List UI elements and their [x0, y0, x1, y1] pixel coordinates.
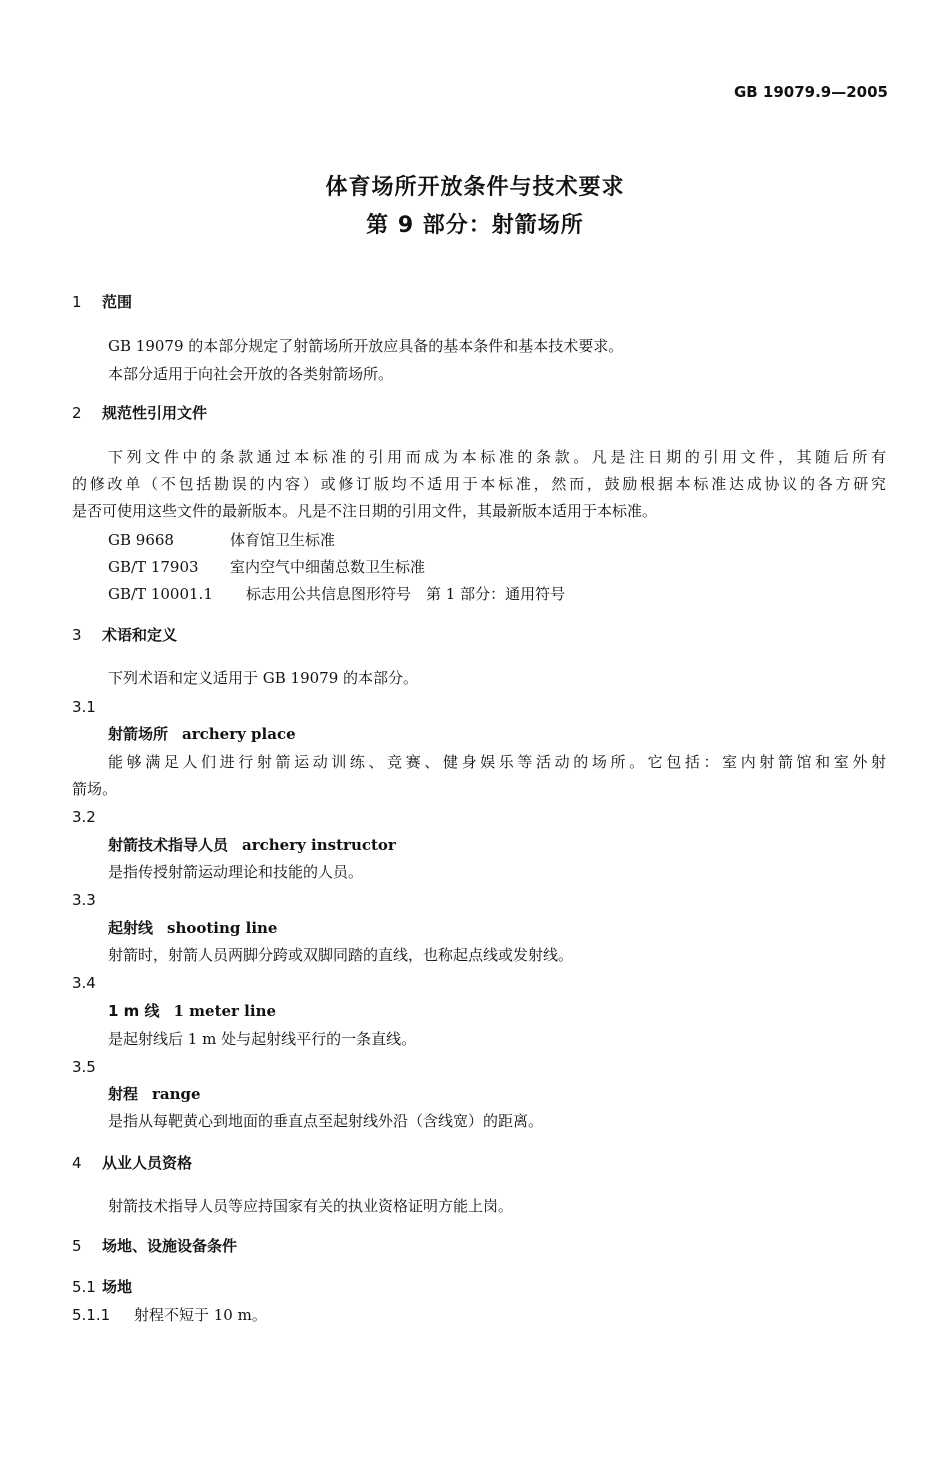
document-subtitle: 第 9 部分：射箭场所	[366, 213, 584, 238]
section-title: 从业人员资格	[102, 1154, 193, 1172]
term-definition: 能够满足人们进行射箭运动训练、竞赛、健身娱乐等活动的场所。它包括：室内射箭馆和室外射	[108, 753, 886, 771]
term-chinese: 1 m 线	[108, 1002, 160, 1020]
section-number: 4	[72, 1154, 82, 1172]
term-definition: 是起射线后 1 m 处与起射线平行的一条直线。	[108, 1030, 417, 1048]
term-heading	[108, 1084, 201, 1104]
term-english: shooting line	[167, 919, 278, 937]
section-title: 规范性引用文件	[102, 404, 208, 422]
reference-code: GB 9668	[108, 531, 174, 549]
term-english: archery place	[182, 725, 296, 743]
term-heading	[108, 1001, 276, 1021]
subsection-title: 场地	[102, 1278, 133, 1296]
reference-title: 体育馆卫生标准	[230, 531, 336, 549]
section-3-heading	[72, 625, 177, 645]
section-1-heading	[72, 292, 132, 312]
term-number: 3.4	[72, 974, 96, 992]
subsection-number: 5.1	[72, 1278, 96, 1296]
term-english: archery instructor	[242, 836, 396, 854]
term-number: 3.3	[72, 891, 96, 909]
paragraph-line: 是否可使用这些文件的最新版本。凡是不注日期的引用文件，其最新版本适用于本标准。	[72, 502, 658, 520]
clause-number: 5.1.1	[72, 1306, 111, 1324]
reference-code: GB/T 17903	[108, 558, 199, 576]
standard-code: GB 19079.9—2005	[733, 83, 888, 101]
reference-code: GB/T 10001.1	[108, 585, 213, 603]
paragraph: GB 19079 的本部分规定了射箭场所开放应具备的基本条件和基本技术要求。	[108, 337, 624, 355]
term-number: 3.1	[72, 698, 96, 716]
section-number: 1	[72, 293, 82, 311]
section-number: 3	[72, 626, 82, 644]
term-definition: 是指从每靶黄心到地面的垂直点至起射线外沿（含线宽）的距离。	[108, 1112, 544, 1130]
term-english: range	[152, 1085, 201, 1103]
term-heading	[108, 724, 296, 744]
section-number: 2	[72, 404, 82, 422]
reference-title: 标志用公共信息图形符号 第 1 部分：通用符号	[246, 585, 566, 603]
section-title: 范围	[102, 293, 133, 311]
clause-text: 射程不短于 10 m。	[134, 1306, 267, 1324]
term-chinese: 起射线	[108, 919, 154, 937]
section-title: 术语和定义	[102, 626, 178, 644]
paragraph: 下列术语和定义适用于 GB 19079 的本部分。	[108, 669, 419, 687]
paragraph-line: 下列文件中的条款通过本标准的引用而成为本标准的条款。凡是注日期的引用文件，其随后所有	[108, 448, 886, 466]
term-number: 3.5	[72, 1058, 96, 1076]
document-title: 体育场所开放条件与技术要求	[325, 175, 625, 200]
reference-item	[108, 557, 425, 577]
term-heading	[108, 918, 277, 938]
section-2-heading	[72, 403, 207, 423]
clause-item	[72, 1305, 267, 1325]
reference-item	[108, 584, 565, 604]
term-chinese: 射程	[108, 1085, 139, 1103]
paragraph: 本部分适用于向社会开放的各类射箭场所。	[108, 365, 394, 383]
section-number: 5	[72, 1237, 82, 1255]
term-definition: 箭场。	[72, 780, 118, 798]
section-4-heading	[72, 1153, 192, 1173]
section-title: 场地、设施设备条件	[102, 1237, 238, 1255]
term-english: 1 meter line	[173, 1002, 277, 1020]
term-chinese: 射箭技术指导人员	[108, 836, 229, 854]
reference-title: 室内空气中细菌总数卫生标准	[230, 558, 426, 576]
reference-item	[108, 530, 335, 550]
paragraph: 射箭技术指导人员等应持国家有关的执业资格证明方能上岗。	[108, 1197, 514, 1215]
term-definition: 是指传授射箭运动理论和技能的人员。	[108, 863, 364, 881]
term-number: 3.2	[72, 808, 96, 826]
paragraph-line: 的修改单（不包括勘误的内容）或修订版均不适用于本标准，然而，鼓励根据本标准达成协议的各方研究	[72, 475, 886, 493]
term-definition: 射箭时，射箭人员两脚分跨或双脚同踏的直线，也称起点线或发射线。	[108, 946, 574, 964]
term-chinese: 射箭场所	[108, 725, 169, 743]
term-heading	[108, 835, 396, 855]
section-5-heading	[72, 1236, 237, 1256]
subsection-5-1-heading	[72, 1277, 132, 1297]
